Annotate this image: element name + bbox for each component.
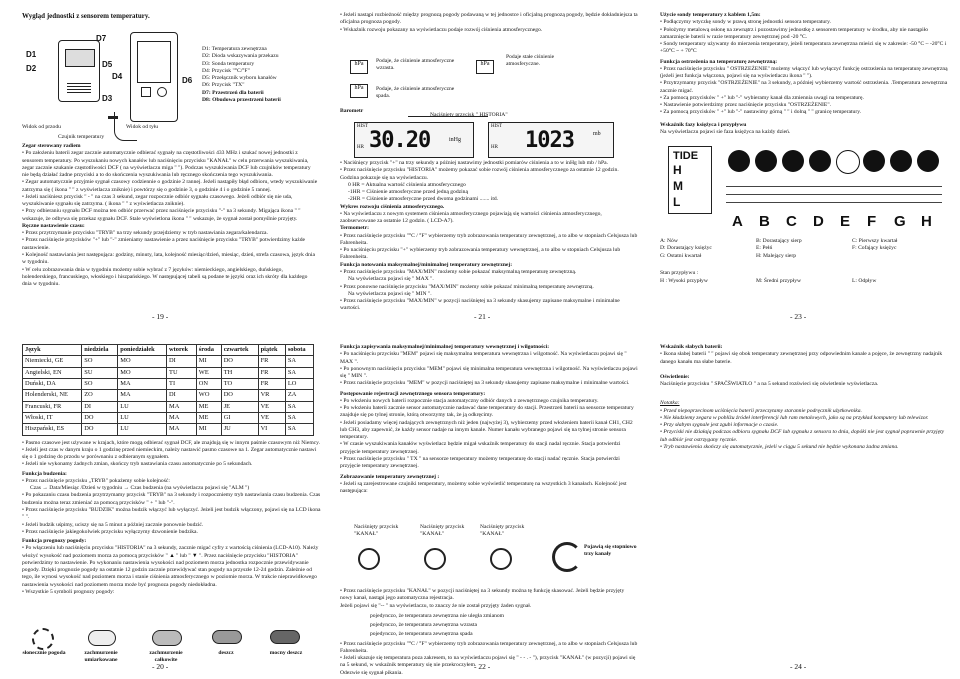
section-title: Zegar sterowany radiem xyxy=(22,143,81,149)
table-cell: DI xyxy=(167,356,197,367)
table-cell: VI xyxy=(258,424,285,435)
paragraph: • Przez naciśnięcie przycisku " OSTRZEŻENIE" możemy włączyć lub wyłączyć funkcję ostrzeżenia na temperaturę zewnętrzną (jeżeli jest funkcja włączona, pojawi się na wyświetlaczu ikona " "). xyxy=(660,65,948,80)
table-header: wtorek xyxy=(167,345,197,356)
tide-legend xyxy=(660,278,948,285)
table-header: środa xyxy=(196,345,221,356)
paragraph: • Przez naciśnięcie przycisków "+" lub "-" zmieniamy nastawienie a przez naciśnięcie przycisku "TRYB" potwierdzimy każde nastawienie. xyxy=(22,237,306,251)
table-row xyxy=(23,401,314,412)
paragraph: -1HR = Ciśnienie atmosferyczne przed jedną godziną xyxy=(348,189,468,196)
moon-phase-letter: D xyxy=(813,213,824,230)
paragraph: • Położymy metalową osłonę na zewnątrz i pozostawimy jednostkę z sensorem temperatury w środku, aby nie nastąpiło zamarznięcie baterii w razie temperatury zewnętrznej pod -20 °C. xyxy=(660,26,929,40)
lcd-hist-tag: HIST xyxy=(357,124,369,129)
paragraph: • Kolejność nastawiania jest następująca: godziny, minuty, lata, kolejność miesiąc/dzień, miesiąc, dzień, strefa czasowa, język dnia w tygodniu. xyxy=(22,251,315,266)
barometer-title: Barometr xyxy=(340,108,364,114)
table-cell: Francuski, FR xyxy=(23,401,82,412)
moon-phase-letter: F xyxy=(867,213,877,230)
channel-diagram xyxy=(340,524,640,584)
trend-up-icon: hPa xyxy=(350,60,368,74)
tide-line xyxy=(726,202,942,203)
table-cell: FR xyxy=(258,367,285,378)
label-d2: D2 xyxy=(26,64,37,73)
paragraph: • Przez naciśnięcie przycisku "BUDZIK" można budzik włączyć lub wyłączyć. Jeżeli jest budzik włączony, pojawi się na LCD ikona " ". xyxy=(22,507,321,521)
moon-phase-letter: B xyxy=(759,213,770,230)
paragraph: • Na wyświetlaczu z nowym systemem ciśnienia atmosferycznego pojawiają się wartości ciśnienia atmosferycznego, zaobserwowane za ostatnie 12 godzin. ( LCD-A7). xyxy=(340,210,602,225)
table-cell: SA xyxy=(285,424,313,435)
channel-button-label: Naciśnięty przycisk "KANAŁ" xyxy=(354,524,399,538)
table-row xyxy=(23,356,314,367)
legend-item: D2: Dioda wskazywania przekazu xyxy=(202,53,279,60)
legend-item: D3: Sonda temperatury xyxy=(202,60,255,67)
table-cell: DI xyxy=(167,390,197,401)
paragraph: • Przez ponowne naciśnięcie przycisku "MAX/MIN" możemy sobie pokazać minimalną temperaturę zewnętrzną. xyxy=(340,283,594,290)
paragraph: • Podłączymy wtyczkę sondy w prawą stronę jednostki sensora temperatury. xyxy=(660,19,831,26)
tide-label: H xyxy=(673,163,682,177)
tide-intro: Stan przypływu : xyxy=(660,270,699,276)
paragraph: • Przyciski nie działają podczas odbioru sygnału DCF lub sygnału z sensora to dnia, dopóki nie jest sygnał poprawnie przyjęty lub odbiór jest ostrzygany ręcznie. xyxy=(660,429,945,443)
paragraph: • Po włożeniu nowych baterii rozpocznie stacja automatyczny odbiór danych z zewnętrznego czujnika temperatury. xyxy=(340,397,599,404)
alarm-title: Funkcja budzenia: xyxy=(22,470,67,477)
page-19-title: Wygląd jednostki z sensorem temperatury. xyxy=(22,12,150,20)
minmax-title: Funkcja notowania maksymalnej/minimalnej temperatury zewnętrznej: xyxy=(340,261,513,268)
paragraph: • Naciśnięcy przycisk "+" na trzy sekundy a później nastawimy jednostki pomiarów ciśnienia a to w inHg lub mb / hPa. xyxy=(340,160,609,166)
notes-title: Notatka: xyxy=(660,400,680,407)
moon-phase-icon xyxy=(890,150,912,172)
table-cell: SO xyxy=(82,378,118,389)
weather-icon-label: zachmurzenie umiarkowane xyxy=(84,650,118,664)
paragraph: • Jeżeli nastąpi rozbieżność między prognozą pogody podawaną w tej jednostce i oficjalną prognozą pogody, będzie dokładniejsza ta oficjalna prognoza pogody. xyxy=(340,12,638,26)
trend-flat-icon: hPa xyxy=(476,60,494,74)
paragraph: 0 HR = Aktualna wartość ciśnienia atmosferycznego xyxy=(348,181,466,188)
legend-item: D6: Przycisk "TX" xyxy=(202,82,245,89)
table-cell: JE xyxy=(221,401,258,412)
table-header: piątek xyxy=(258,345,285,356)
lcd-inhg xyxy=(354,122,474,158)
tide-legend-item: H : Wysoki przypływ xyxy=(660,278,708,284)
table-cell: MO xyxy=(118,356,167,367)
tide-line xyxy=(726,186,942,187)
rotate-label: Pojawią się stopniowo trzy kanały xyxy=(584,544,637,558)
page-19 xyxy=(22,12,320,322)
moon-title: Wskaźnik fazy księżyca i przypływu xyxy=(660,121,747,128)
table-cell: SO xyxy=(82,356,118,367)
paragraph: • Tryb nastawienia skończy się automatycznie, jeżeli w ciągu 5 sekund nie będzie wykonana żadna zmiana. xyxy=(660,443,899,450)
page-number: - 21 - xyxy=(474,312,491,321)
table-cell: Włoski, IT xyxy=(23,412,82,423)
table-cell: VE xyxy=(258,412,285,423)
paragraph: • Po włączeniu lub naciśnięciu przycisku "HISTORIA" na 3 sekundy, zacznie migać cyfry z wartością ciśnienia (LCD-A10). Należy włożyć wysokość nad poziomem morza za pomocą przycisków " ▲ " lub " ▼ ". Przez naciśnięcie przycisku "HISTORIA" potwierdzimy to nastawienie. Po wykonaniu nastawienia wysokości nad poziomem morza jednostka rozpocznie przewidywanie pogody. Dzięki prognozie pogody na ostatnie 12 godzin zacznie przewidywać stan pogody na przyszłe 12-24 godzin. Zależnie od tego, ile wynosi wysokość nad poziomem morza i stanie ciśnienia atmosferycznego w poziomie morza. W trakcie nieprawidłowego nastawienia wysokości nad poziomem morza może być prognoza pogody niedokładna. xyxy=(22,545,319,588)
caption-front: Widok od przodu xyxy=(22,124,61,130)
paragraph: • Przez naciśnięcie przycisku "KANAŁ" w pozycji naciśniętej na 3 sekundy można tę funkcję skasować. Jeżeli będzie przyjęty nowy kanał, nastąpi jego automatyczna rejestracja. xyxy=(340,588,625,602)
termometr-title: Termometr: xyxy=(340,225,369,232)
phase-legend-item: G: Ostatni kwartał xyxy=(660,252,702,259)
paragraph: • Przez przytrzymanie przycisku "TRYB" na trzy sekundy przejdziemy w tryb nastawiania zegara/kalendarza. xyxy=(22,230,268,237)
paragraph: Naciśnięcie przycisku " SPAČŠWIATŁO " a na 5 sekund rozświeci się oświetlenie wyświetlacza. xyxy=(660,381,879,388)
paragraph: Czas → Data/Miesiąc /Dzień w tygodniu → Czas budzenia (na wyświetlaczu pojawi się "ALM ") xyxy=(30,485,250,492)
table-cell: SU xyxy=(82,367,118,378)
paragraph: Na wyświetlaczu pojawi sie faza księżyca na każdy dzień. xyxy=(660,128,791,135)
sun-icon xyxy=(32,628,54,650)
table-cell: DO xyxy=(82,412,118,423)
page-20 xyxy=(22,344,322,670)
sensor-front-grille xyxy=(67,81,91,93)
table-cell: VR xyxy=(258,390,285,401)
channel-3-icon xyxy=(490,548,512,570)
trend-text: pojedynczo, że temperatura zewnętrzna nie uległa zmianom xyxy=(370,612,505,619)
weather-icon-label: mocny deszcz xyxy=(269,650,303,656)
paragraph: • Po pokazaniu czasu budzenia przytrzymamy przycisk "TRYB" na 3 sekundy i rozpoczniemy tryb nastawiania czasu budzenia. Czas budzenia można teraz zmieniać za pomocą przycisków " + " lub "-". xyxy=(22,492,321,506)
channel-2-icon xyxy=(424,548,446,570)
backlight-title: Oświetlenie: xyxy=(660,373,690,380)
trend-text: pojedynczo, że temperatura zewnętrzna wzrasta xyxy=(370,622,477,629)
probe-tip xyxy=(108,116,118,119)
paragraph: • Przez naciśnięcie przycisku "MEM" w pozycji naciśniętej na 3 sekundy skasujemy zapisane maksymalne i minimalne wartości. xyxy=(340,380,630,387)
notes-block xyxy=(660,400,948,451)
tide-label: TIDE xyxy=(673,150,699,162)
lcd-value: 1023 xyxy=(525,128,574,153)
table-cell: MA xyxy=(167,424,197,435)
weather-icon-label: zachmurzenie całkowite xyxy=(149,650,183,664)
page-number: - 20 - xyxy=(152,662,169,671)
manual-title: Ręczne nastawienie czasu: xyxy=(22,222,85,229)
page-21 xyxy=(340,12,640,322)
rain-icon xyxy=(212,630,242,644)
table-cell: MO xyxy=(118,367,167,378)
paragraph: • Za pomocą przycisków " +" lub "-" nastawimy górną " " i dolną " " granicę temperatury. xyxy=(660,109,862,116)
phase-legend-item: C: Pierwszy kwartał xyxy=(852,238,898,244)
table-cell: Holenderski, NE xyxy=(23,390,82,401)
table-cell: DO xyxy=(221,390,258,401)
table-cell: VE xyxy=(258,401,285,412)
trend-down-icon: hPa xyxy=(350,84,368,98)
paragraph: Na wyświetlaczu pojawi się " MAX ". xyxy=(348,276,434,283)
table-row xyxy=(23,367,314,378)
table-cell: DI xyxy=(82,401,118,412)
table-cell: JU xyxy=(221,424,258,435)
legend-item: D4: Przycisk "°C/°F" xyxy=(202,67,250,74)
page-number: - 22 - xyxy=(474,662,491,671)
table-cell: LU xyxy=(118,412,167,423)
paragraph: • Jeżeli naciśniesz przycisk " - " na czas 3 sekund, zegar rozpocznie odbiór sygnału czasowego. Jeżeli odbiór się nie uda, wyszukiwanie sygnału się zatrzyma. ( ikona " " z wyświetlacza zniknie). xyxy=(22,193,293,208)
lcd-unit: mb xyxy=(593,131,601,137)
paragraph: • Sondy temperatury używamy do mierzenia temperatury, jeżeli temperatura zewnętrzna mieści się w zakresie: -50 °C ~ -20°C i +50°C ~ + 70°C xyxy=(660,41,947,55)
paragraph: • Ikona słabej baterii " " pojawi się obok temperatury zewnętrznej przy odpowiednim kanale a pojęce, że zewnętrzny nadajnik danego kanału ma słabe baterie. xyxy=(660,351,943,365)
table-cell: TU xyxy=(167,367,197,378)
page-22 xyxy=(340,344,640,676)
paragraph: • Po włożeniu baterii zacznie sensor automatycznie nadawać dane temperatury do stacji. Przestrzeń baterii na sensorze temperatury znajduje się po tylnej stronie, którą otworzymy tak, że ją odkręcimy. xyxy=(340,405,634,419)
paragraph: • Po założeniu baterii zegar zacznie automatycznie odbierać sygnały na częstotliwości 433 MHz i szukać nowej jednostki z sensorem temperatury. Po wyszukaniu nowych kanałów lub naciśnięciu przycisku "KANAŁ" w celu przerwania wyszukiwania, zegar zacznie szukanie częstotliwości DCF ( na wyświetlaczu miga " "). Podczas wyszukiwania DCF lub czujników temperatury nie będą działać żadne przyciski a to do skończenia wyszukiwania lub ręcznego skończenia tego wyszukiwania. xyxy=(22,150,311,179)
paragraph: -2HR = Ciśnienie atmosferyczne przed dwoma godzinami ....... itd. xyxy=(348,196,499,203)
paragraph: • Przez naciśnięcie przycisku " TX " na sensorze temperatury możemy temperaturę do stacji nadać ręcznie. Stacja potwierdzi przyjęcie temperatury zewnętrznej. xyxy=(340,455,620,470)
channel-switch-title: Zobrazowanie temperatury zewnętrznej : xyxy=(340,473,440,480)
table-cell: SA xyxy=(285,401,313,412)
paragraph: • Wskaźnik rozwoju pokazany na wyświetlaczu podaje rozwój ciśnienia atmosferycznego. xyxy=(340,26,543,33)
table-cell: FR xyxy=(258,356,285,367)
table-row xyxy=(23,378,314,389)
table-cell: MI xyxy=(196,356,221,367)
page-19-body xyxy=(22,143,318,288)
table-cell: Hiszpański, ES xyxy=(23,424,82,435)
table-cell: LU xyxy=(118,424,167,435)
table-header: poniedziałek xyxy=(118,345,167,356)
paragraph: • Zegar automatycznie przyjmie sygnał czasowy codziennie o godzinie 2 rannej. Jeżeli nastąpiły błąd odbioru, wtedy wyszukiwanie zatrzyma się ( ikona " " z wyświetlacza zniknie) i powtórzy się o godzinie 3, o godzinie 4 i o godzinie 5 rannej. xyxy=(22,179,318,193)
trend-flat-text: Podaje stałe ciśnienie atmosferyczne. xyxy=(506,54,555,68)
table-cell: DO xyxy=(221,356,258,367)
moon-phase-icon xyxy=(755,150,777,172)
table-cell: TH xyxy=(221,367,258,378)
table-cell: Duński, DA xyxy=(23,378,82,389)
lcd-hr-tag: HR xyxy=(357,145,364,150)
page-20-body xyxy=(22,440,322,597)
sensor-front xyxy=(58,40,100,102)
paragraph: • Pasmo czasowe jest używane w krajach, które mogą odbierać sygnał DCF, ale znajdują się w innym paśmie czasowym niż Niemcy. xyxy=(22,439,320,446)
paragraph: Jeżeli pojawi się "-- " na wyświetlaczu, to znaczy że nie został przyjęty żaden sygnał. xyxy=(340,602,532,609)
paragraph: • Po ponownym naciśnięciu przycisku "MEM" pojawi się minimalna temperatura wewnętrzna i wilgotność. Na wyświetlaczu pojawi się " MIN ". xyxy=(340,365,638,380)
sensor-front-screen xyxy=(65,49,95,67)
moon-phase-icon xyxy=(863,150,885,172)
phase-legend-item: D: Dorastający księżyc xyxy=(660,245,712,252)
table-row xyxy=(23,412,314,423)
paragraph: • Jeżeli posiadamy więcej nadających zewnętrznych niż jeden (najwyżej 3), wybierzemy przed włożeniem baterii kanał CH1, CH2 lub CH3, aby zapewnić, że każdy sensor nadaje na innym kanale. Numer kanału wybranego pojawi się na tylnej stronie sensora temperatury. xyxy=(340,419,633,441)
memory-title: Funkcja zapisywania maksymalnej/minimalnej temperatury wewnętrznej i wilgotności: xyxy=(340,344,550,350)
moon-phase-letter: G xyxy=(894,213,906,230)
tide-display xyxy=(668,146,712,214)
paragraph: • Przez naciśnięcie przycisku "MAX/MIN" w pozycji naciśniętej na 3 sekundy skasujemy zapisane maksymalne i minimalne wartości. xyxy=(340,298,620,312)
heavy-rain-icon xyxy=(270,630,300,644)
phase-legend-item: H: Malejący sierp xyxy=(756,252,797,259)
trend-up-text: Podaje, że ciśnienie atmosferyczne wzrasta. xyxy=(376,58,455,72)
paragraph: • Przez naciśnięcie jakiegokolwiek przycisku wyłączymy dzwonienie budzika. xyxy=(22,528,198,535)
paragraph: • Przez naciśnięcie przycisku "HISTORIA" możemy pokazać sobie rozwój ciśnienia atmosferycznego za ostatnie 12 godzin. Godzina pokazuje się na wyświetlaczu. xyxy=(340,167,619,181)
moon-phase-icon xyxy=(728,150,750,172)
table-cell: Niemiecki, GE xyxy=(23,356,82,367)
table-cell: GI xyxy=(221,412,258,423)
moon-phase-letter: C xyxy=(786,213,797,230)
paragraph: • Przez naciśnięcie przycisku "°C / °F" wybierzemy tryb zobrazowania temperatury zewnętrznej, a to albo w stopniach Celsjusza lub Fahrenheita. xyxy=(340,232,638,246)
table-cell: MI xyxy=(196,424,221,435)
table-header: Język xyxy=(23,345,82,356)
paragraph: • Przez naciśnięcie przycisku „TRYB" pokażemy sobie kolejność: xyxy=(22,477,170,484)
registration-title: Postępowanie rejestracji zewnętrznego sensora temperatury: xyxy=(340,390,486,397)
history-arrow xyxy=(408,116,488,117)
tide-label: L xyxy=(673,195,681,209)
phase-legend xyxy=(660,238,948,260)
label-d4: D4 xyxy=(112,72,123,81)
weather-icon-label: deszcz xyxy=(218,650,234,656)
lcd-hist-tag: HIST xyxy=(491,124,503,129)
paragraph: • Jeżeli nie wykonamy żadnych zmian, skończy tryb nastawiania czasu automatycznie po 5 sekundach. xyxy=(22,461,253,468)
channel-button-label: Naciśnięty przycisk "KANAŁ" xyxy=(480,524,525,538)
history-label: Naciśnięty przycisk " HISTORIA" xyxy=(430,112,508,118)
rotate-icon xyxy=(552,542,582,572)
table-cell: WE xyxy=(196,367,221,378)
battery-compartment xyxy=(137,41,171,83)
paragraph: • Po naciśnięciu przycisku "MEM" pojawi się maksymalna temperatura wewnętrzna i wilgotność. Na wyświetlaczu pojawi się " MAX ". xyxy=(340,351,627,365)
wykres-title: Wykres rozwoju ciśnienia atmosferycznego. xyxy=(340,203,445,210)
moon-phase-letter: A xyxy=(732,213,743,230)
moon-phase-icon xyxy=(782,150,804,172)
table-cell: MA xyxy=(118,378,167,389)
paragraph: • Nastawienie potwierdzimy przez naciśnięcie przycisku "OSTRZEŻENIE". xyxy=(660,102,832,109)
cable-title: Użycie sondy temperatury z kablem 1,5m: xyxy=(660,12,761,18)
paragraph: • Jeżeli budzik uśpimy, uciszy się na 5 minut a później zacznie ponownie budzić. xyxy=(22,521,204,528)
sensor-back xyxy=(130,32,178,122)
table-header: niedziela xyxy=(82,345,118,356)
paragraph: • Przed niepoprzecinom uciśnięcia baterii przeczytamy starannie podręcznik użytkownika. xyxy=(660,407,862,414)
page-number: - 23 - xyxy=(790,312,807,321)
paragraph: • Nie kładziemy zegara w pobliżu źródeł interferencji lub ram metalowych, jako są na przykład komputery lub telewizor. xyxy=(660,414,929,421)
forecast-title: Funkcja prognozy pogody: xyxy=(22,538,87,545)
table-header: sobota xyxy=(285,345,313,356)
lcd-mb xyxy=(488,122,614,158)
moon-phase-letter: H xyxy=(921,213,932,230)
table-cell: MA xyxy=(167,412,197,423)
legend-item: D7: Przestrzeń dla baterii xyxy=(202,89,264,96)
table-row xyxy=(23,390,314,401)
page-24 xyxy=(660,344,948,670)
table-header: czwartek xyxy=(221,345,258,356)
table-cell: TO xyxy=(221,378,258,389)
paragraph: • Przy odbieraniu sygnału DCF można ten odbiór przerwać przez naciśnięcie przycisku "-" na 3 sekundy. Migająca ikona " " wskazuje, że odbywa się przekaz sygnału DCF. Stale wyświetlona ikona " " wskazuje, że sygnał został pomyślnie przyjęty. xyxy=(22,208,301,222)
phase-legend-item: A: Nów xyxy=(660,238,678,244)
cloud-icon xyxy=(152,630,182,646)
table-cell: WO xyxy=(196,390,221,401)
table-cell: ME xyxy=(196,412,221,423)
table-cell: SA xyxy=(285,412,313,423)
paragraph: • Przytrzymamy przycisk "OSTRZEŻENIE" na 3 sekundy, a później wybierzemy wartość ostrzeżenia. .Temperatura zewnętrzna zacznie migać. xyxy=(660,80,948,94)
tide-legend-item: L: Odpływ xyxy=(852,278,877,284)
channel-button-label: Naciśnięty przycisk "KANAŁ" xyxy=(420,524,465,538)
phase-legend-item: F: Cofający księżyc xyxy=(852,245,897,252)
label-d3: D3 xyxy=(102,94,113,103)
table-cell: ON xyxy=(196,378,221,389)
phase-legend-item: B: Dorastający sierp xyxy=(756,238,802,244)
label-d5: D5 xyxy=(102,60,113,69)
table-cell: ZA xyxy=(285,390,313,401)
battery-title: Wskaźnik słabych baterii: xyxy=(660,344,723,350)
paragraph: • Przez naciśnięcie przycisku "°C / °F" wybierzemy tryb zobrazowania temperatury zewnętrznej, a to albo w stopniach Celsjusza lub Fahrenheita. xyxy=(340,640,638,654)
lcd-hr-tag: HR xyxy=(491,145,498,150)
page-21-body xyxy=(340,160,638,313)
trend-row xyxy=(340,613,638,639)
legend-list xyxy=(202,46,320,104)
moon-phase-icon xyxy=(836,150,860,174)
lcd-value: 30.20 xyxy=(369,128,431,153)
paragraph: • Przez naciśnięcie przycisku "MAX/MIN" możemy sobie pokazać maksymalną temperaturę zewnętrzną. xyxy=(340,268,577,275)
paragraph: Odezwie się sygnał pikania. xyxy=(340,669,403,676)
table-cell: LU xyxy=(118,401,167,412)
table-cell: DO xyxy=(82,424,118,435)
caption-probe: Czujnik temperatury xyxy=(58,134,105,140)
phase-legend-item xyxy=(852,253,948,260)
partly-cloudy-icon xyxy=(88,630,116,646)
table-cell: SA xyxy=(285,367,313,378)
trend-down-text: Podaje, że ciśnienie atmosferyczne spada. xyxy=(376,86,455,100)
paragraph: • Wszystkie 5 symboli prognozy pogody: xyxy=(22,588,115,595)
paragraph: • Jeżeli są zarejestrowane czujniki temperatury, możemy sobie wyświetlić temperaturę na wszystkich 3 kanałach. Kolejność jest następująca: xyxy=(340,480,627,495)
table-cell: ZO xyxy=(82,390,118,401)
moon-phase-icon xyxy=(809,150,831,172)
page-number: - 19 - xyxy=(152,312,169,321)
channel-1-icon xyxy=(358,548,380,570)
table-cell: MA xyxy=(167,401,197,412)
language-table xyxy=(22,344,314,436)
warn-title: Funkcja ostrzeżenia na temperaturę zewnętrzną: xyxy=(660,58,778,65)
table-cell: FR xyxy=(258,378,285,389)
table-header-row xyxy=(23,345,314,356)
moon-phase-letter: E xyxy=(840,213,851,230)
tide-legend-item: M: Średni przypływ xyxy=(756,278,802,284)
paragraph: • W czasie wyszukiwania kanałów wyświetlacz będzie migał wskaźnik temperatury do stacji nadal ręcznie. Stacja potwierdzi przyjęcie temperatury zewnętrznej. xyxy=(340,441,621,455)
tide-line xyxy=(726,194,942,195)
paragraph: • Przy słabym sygnale jest zgubi informacje o czasie. xyxy=(660,422,779,429)
lcd-unit: inHg xyxy=(449,137,461,143)
legend-item: D1: Temperatura zewnętrzna xyxy=(202,46,267,52)
paragraph: Na wyświetlaczu pojawi się " MIN ". xyxy=(348,290,432,297)
legend-item: D5: Przełącznik wyboru kanałów xyxy=(202,75,277,82)
paragraph: • Jeżeli jest czas w danym kraju o 1 godzinę przed niemieckim, należy nastawić pasmo czasowe na 1. Zegar automatycznie nastawi się o 1 godzinę do przodu w porównaniu z odbieranym sygnałem. xyxy=(22,446,317,461)
caption-back: Widok od tyłu xyxy=(126,124,159,130)
moon-phases xyxy=(726,146,942,232)
trend-text: pojedynczo, że temperatura zewnętrzna spada xyxy=(370,631,473,638)
table-cell: MA xyxy=(118,390,167,401)
table-cell: LO xyxy=(285,378,313,389)
label-d6: D6 xyxy=(182,76,193,85)
table-row xyxy=(23,424,314,435)
table-cell: SA xyxy=(285,356,313,367)
page-23 xyxy=(660,12,948,322)
channel-switch xyxy=(141,87,151,97)
tx-button xyxy=(157,87,167,97)
table-cell: TI xyxy=(167,378,197,389)
paragraph: • Po naciśnięciu przycisku "+" wybierzemy tryb zobrazowania temperatury wewnętrznej, a to albo w stopniach Celsjusza lub Fahrenheita. xyxy=(340,247,621,261)
weather-icons xyxy=(22,628,320,668)
label-d1: D1 xyxy=(26,50,37,59)
label-d7: D7 xyxy=(96,34,107,43)
phase-legend-item: E: Pełń xyxy=(756,245,773,252)
tide-label: M xyxy=(673,179,683,193)
paragraph: • Jeżeli ukazuje się temperatura poza zakresem, to na wyświetlaczu pojawi się " - - . - "), przycisk "KANAŁ" (w pozycji) pojawi się na 5 sekund, w wskaźnik temperatury się nie przekroczyłem. xyxy=(340,655,636,669)
table-cell: ME xyxy=(196,401,221,412)
table-cell: Angielski, EN xyxy=(23,367,82,378)
paragraph: • W celu zobrazowania dnia w tygodniu możemy sobie wybrać z 7 języków: niemieckiego, angielskiego, duńskiego, holenderskiego, francuskiego, włoskiego i hiszpańskiego. W następującej tabeli są podane te języki oraz ich skróty dla każdego dnia w tygodniu. xyxy=(22,266,308,288)
page-number: - 24 - xyxy=(790,662,807,671)
legend-item: D8: Obudowa przestrzeni baterii xyxy=(202,96,281,103)
paragraph: • Za pomocą przycisków " +" lub "-" wybieramy kanał dla zmiennia uwagi na temperaturę. xyxy=(660,94,864,101)
weather-icon-label: słonecznie pogoda xyxy=(22,650,66,656)
moon-phase-icon xyxy=(917,150,939,172)
